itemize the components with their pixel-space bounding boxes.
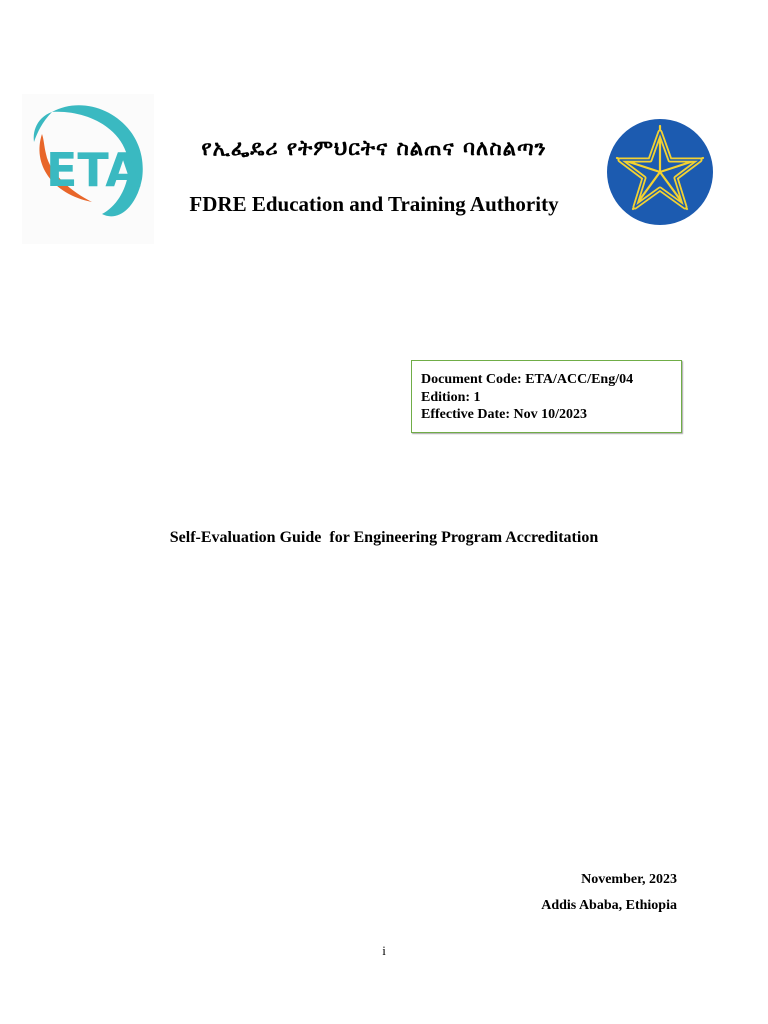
ethiopian-emblem bbox=[604, 116, 716, 228]
document-effective-date: Effective Date: Nov 10/2023 bbox=[421, 407, 588, 422]
eta-logo-text bbox=[46, 143, 141, 197]
eta-logo-icon bbox=[22, 94, 154, 244]
document-info-box bbox=[411, 360, 682, 433]
document-code: Document Code: ETA/ACC/Eng/04 bbox=[421, 372, 634, 387]
publication-place: Addis Ababa, Ethiopia bbox=[541, 898, 677, 913]
ethiopian-emblem-icon bbox=[604, 116, 716, 228]
eta-logo bbox=[22, 94, 154, 244]
page-number: i bbox=[382, 943, 386, 958]
guide-title: Self-Evaluation Guide for Engineering Program Accreditation bbox=[169, 529, 599, 546]
authority-title-amharic: የኢፌዴሪ የትምህርትና ስልጠና ባለስልጣን bbox=[201, 136, 547, 160]
authority-title-english: FDRE Education and Training Authority bbox=[189, 192, 559, 216]
publication-date: November, 2023 bbox=[581, 872, 677, 887]
document-edition: Edition: 1 bbox=[421, 389, 481, 405]
svg-text:ETA: ETA bbox=[46, 143, 141, 197]
